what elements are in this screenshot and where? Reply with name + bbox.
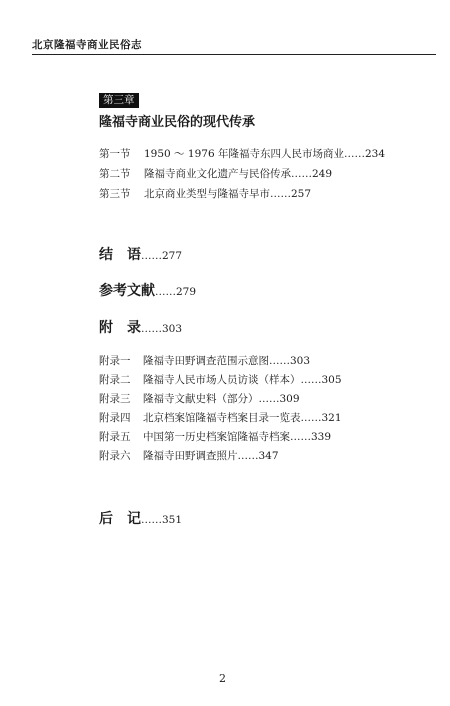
section-label: 第二节: [99, 168, 131, 180]
toc-section-3: [99, 186, 311, 201]
section-title: 隆福寺商业文化遗产与民俗传承……249: [144, 168, 333, 180]
appendix-item-title: 北京档案馆隆福寺档案目录一览表……321: [143, 412, 342, 424]
appendix-label: 附录四: [99, 412, 131, 424]
references-title: 参考文献: [99, 283, 155, 299]
appendix-item-title: 隆福寺人民市场人员访谈（样本）……305: [143, 374, 342, 386]
appendix-item-title: 隆福寺田野调查范围示意图……303: [143, 355, 311, 367]
section-label: 第三节: [99, 188, 131, 200]
postscript-page: ……351: [141, 514, 183, 526]
appendix-item-title: 隆福寺田野调查照片……347: [143, 450, 279, 462]
postscript-title: 后 记: [99, 511, 141, 527]
appendix-label: 附录三: [99, 393, 131, 405]
toc-appendix: [99, 317, 182, 337]
header-rule: [32, 54, 436, 55]
conclusion-page: ……277: [141, 250, 183, 262]
chapter-title: 隆福寺商业民俗的现代传承: [99, 115, 256, 130]
toc-appendix-item-5: [99, 429, 331, 444]
section-label: 第一节: [99, 148, 131, 160]
appendix-page: ……303: [141, 323, 183, 335]
page-number: 2: [219, 672, 226, 685]
appendix-label: 附录五: [99, 431, 131, 443]
toc-section-1: [99, 146, 385, 161]
toc-section-2: [99, 166, 332, 181]
toc-appendix-item-2: [99, 372, 342, 387]
appendix-item-title: 隆福寺文献史料（部分）……309: [143, 393, 300, 405]
chapter-badge: 第三章: [99, 93, 139, 108]
toc-references: [99, 280, 196, 300]
toc-postscript: [99, 508, 182, 528]
running-head: 北京隆福寺商业民俗志: [32, 39, 142, 51]
toc-appendix-item-6: [99, 448, 279, 463]
appendix-label: 附录二: [99, 374, 131, 386]
toc-appendix-item-4: [99, 410, 342, 425]
section-title: 北京商业类型与隆福寺早市……257: [144, 188, 312, 200]
appendix-label: 附录一: [99, 355, 131, 367]
section-title: 1950 ～ 1976 年隆福寺东四人民市场商业……234: [144, 148, 385, 160]
appendix-title: 附 录: [99, 320, 141, 336]
appendix-label: 附录六: [99, 450, 131, 462]
toc-conclusion: [99, 244, 182, 264]
toc-appendix-item-3: [99, 391, 300, 406]
appendix-item-title: 中国第一历史档案馆隆福寺档案……339: [143, 431, 332, 443]
references-page: ……279: [155, 286, 197, 298]
conclusion-title: 结 语: [99, 247, 141, 263]
toc-appendix-item-1: [99, 353, 310, 368]
